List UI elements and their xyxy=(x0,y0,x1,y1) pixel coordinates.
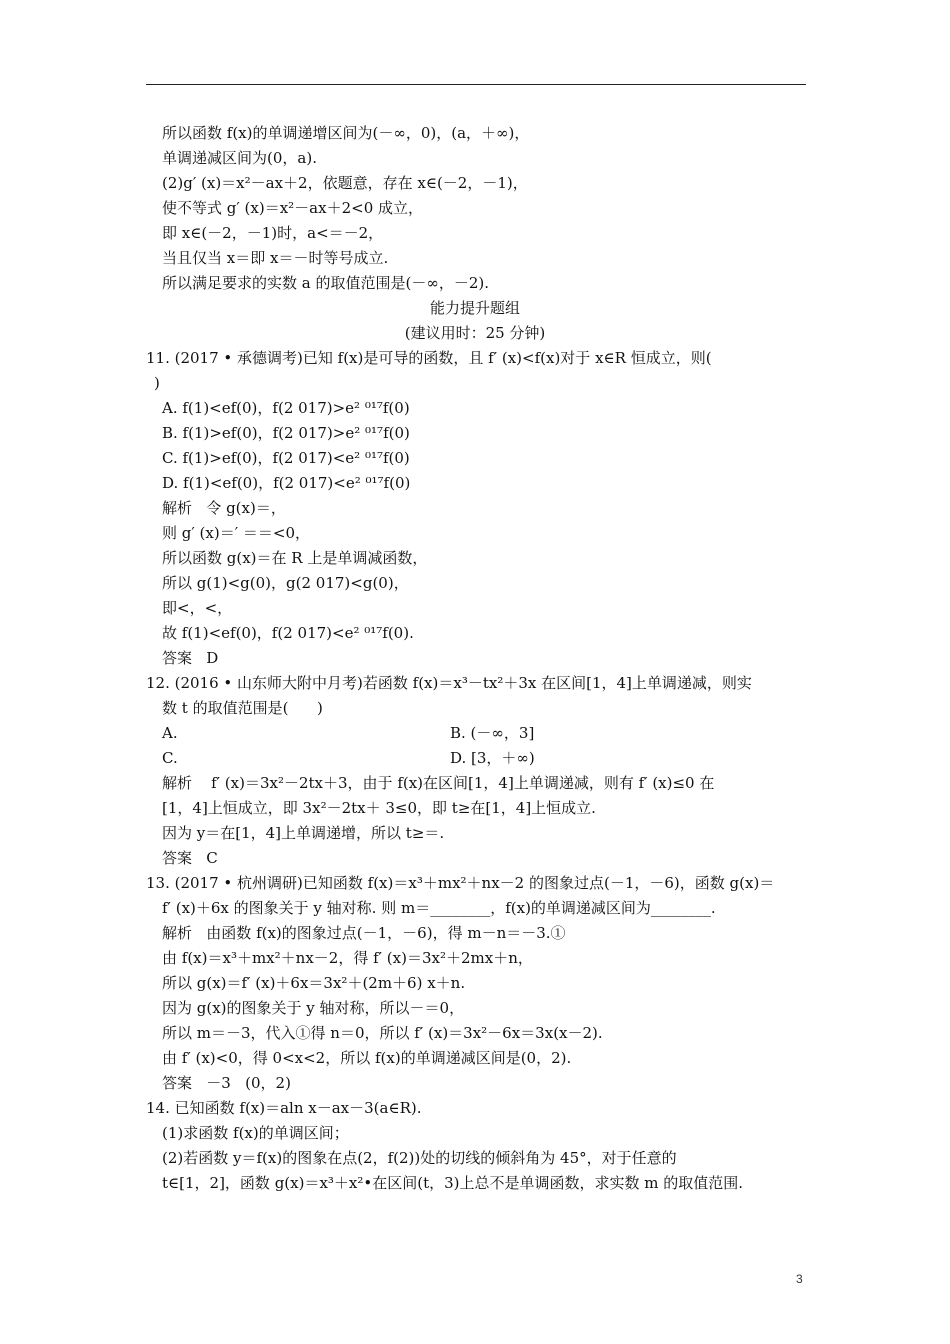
answer-line: 答案 －3 (0，2) xyxy=(162,1074,291,1092)
section-subtitle: (建议用时：25 分钟) xyxy=(404,324,546,342)
text-line: 解析 f′ (x)＝3x²－2tx＋3，由于 f(x)在区间[1，4]上单调递减，则有 f′ (x)≤0 在 xyxy=(162,774,715,792)
text-line: 解析 由函数 f(x)的图象过点(－1，－6)，得 m－n＝－3.① xyxy=(162,924,566,942)
option-b: B. f(1)>ef(0)，f(2 017)>e² ⁰¹⁷f(0) xyxy=(162,424,410,442)
text-line: 即 x∈(－2，－1)时，a<＝－2， xyxy=(162,224,384,242)
question-12: 12. (2016 • 山东师大附中月考)若函数 f(x)＝x³－tx²＋3x 在区间[1，4]上单调递减，则实 xyxy=(146,674,752,692)
text-line: 因为 g(x)的图象关于 y 轴对称，所以－＝0， xyxy=(162,999,465,1017)
text-line: [1，4]上恒成立，即 3x²－2tx＋ 3≤0，即 t≥在[1，4]上恒成立. xyxy=(162,799,596,817)
option-d: D. f(1)<ef(0)，f(2 017)<e² ⁰¹⁷f(0) xyxy=(162,474,411,492)
text-line: 即<，<， xyxy=(162,599,233,617)
question-14: 14. 已知函数 f(x)＝aln x－ax－3(a∈R). xyxy=(146,1099,422,1117)
text-line: 数 t 的取值范围是( ) xyxy=(162,699,323,717)
text-line: t∈[1，2]，函数 g(x)＝x³＋x²•在区间(t，3)上总不是单调函数，求实数 m 的取值范围. xyxy=(162,1174,744,1192)
question-11: 11. (2017 • 承德调考)已知 f(x)是可导的函数，且 f′ (x)<f(x)对于 x∈R 恒成立，则( xyxy=(146,349,712,367)
text-line: 解析 令 g(x)＝， xyxy=(162,499,286,517)
text-line: 故 f(1)<ef(0)，f(2 017)<e² ⁰¹⁷f(0). xyxy=(162,624,414,642)
text-line: 使不等式 g′ (x)＝x²－ax＋2<0 成立， xyxy=(162,199,424,217)
text-line: 所以 m＝－3，代入①得 n＝0，所以 f′ (x)＝3x²－6x＝3x(x－2). xyxy=(162,1024,603,1042)
option-b: B. (－∞，3] xyxy=(450,724,535,742)
option-a: A. xyxy=(162,724,178,742)
text-line: 则 g′ (x)＝′ ＝＝<0， xyxy=(162,524,310,542)
section-title: 能力提升题组 xyxy=(429,299,520,317)
text-line: 所以函数 g(x)＝在 R 上是单调减函数， xyxy=(162,549,428,567)
text-line: 所以 g(1)<g(0)，g(2 017)<g(0)， xyxy=(162,574,409,592)
text-line: (2)若函数 y＝f(x)的图象在点(2，f(2))处的切线的倾斜角为 45°，对于任意的 xyxy=(162,1149,677,1167)
answer-line: 答案 D xyxy=(162,649,219,667)
text-line: 所以满足要求的实数 a 的取值范围是(－∞，－2). xyxy=(162,274,489,292)
answer-line: 答案 C xyxy=(162,849,218,867)
text-line: f′ (x)＋6x 的图象关于 y 轴对称. 则 m＝________，f(x)的单调递减区间为________. xyxy=(162,899,716,917)
header-rule xyxy=(146,84,806,85)
text-line: 由 f(x)＝x³＋mx²＋nx－2，得 f′ (x)＝3x²＋2mx＋n， xyxy=(162,949,533,967)
option-c: C. xyxy=(162,749,178,767)
text-line: 由 f′ (x)<0，得 0<x<2，所以 f(x)的单调递减区间是(0，2). xyxy=(162,1049,572,1067)
option-d: D. [3，＋∞) xyxy=(450,749,535,767)
question-13: 13. (2017 • 杭州调研)已知函数 f(x)＝x³＋mx²＋nx－2 的图象过点(－1，－6)，函数 g(x)＝ xyxy=(146,874,775,892)
page-number: 3 xyxy=(796,1272,803,1286)
text-line: (2)g′ (x)＝x²－ax＋2，依题意，存在 x∈(－2，－1)， xyxy=(162,174,528,192)
option-a: A. f(1)<ef(0)，f(2 017)>e² ⁰¹⁷f(0) xyxy=(162,399,410,417)
text-line: (1)求函数 f(x)的单调区间； xyxy=(162,1124,349,1142)
text-line: 所以函数 f(x)的单调递增区间为(－∞，0)，(a，＋∞)， xyxy=(162,124,530,142)
text-line: 当且仅当 x＝即 x＝－时等号成立. xyxy=(162,249,389,267)
text-line: 所以 g(x)＝f′ (x)＋6x＝3x²＋(2m＋6) x＋n. xyxy=(162,974,466,992)
text-line: ) xyxy=(154,374,160,392)
option-c: C. f(1)>ef(0)，f(2 017)<e² ⁰¹⁷f(0) xyxy=(162,449,410,467)
text-line: 单调递减区间为(0，a). xyxy=(162,149,317,167)
text-line: 因为 y＝在[1，4]上单调递增，所以 t≥＝. xyxy=(162,824,445,842)
